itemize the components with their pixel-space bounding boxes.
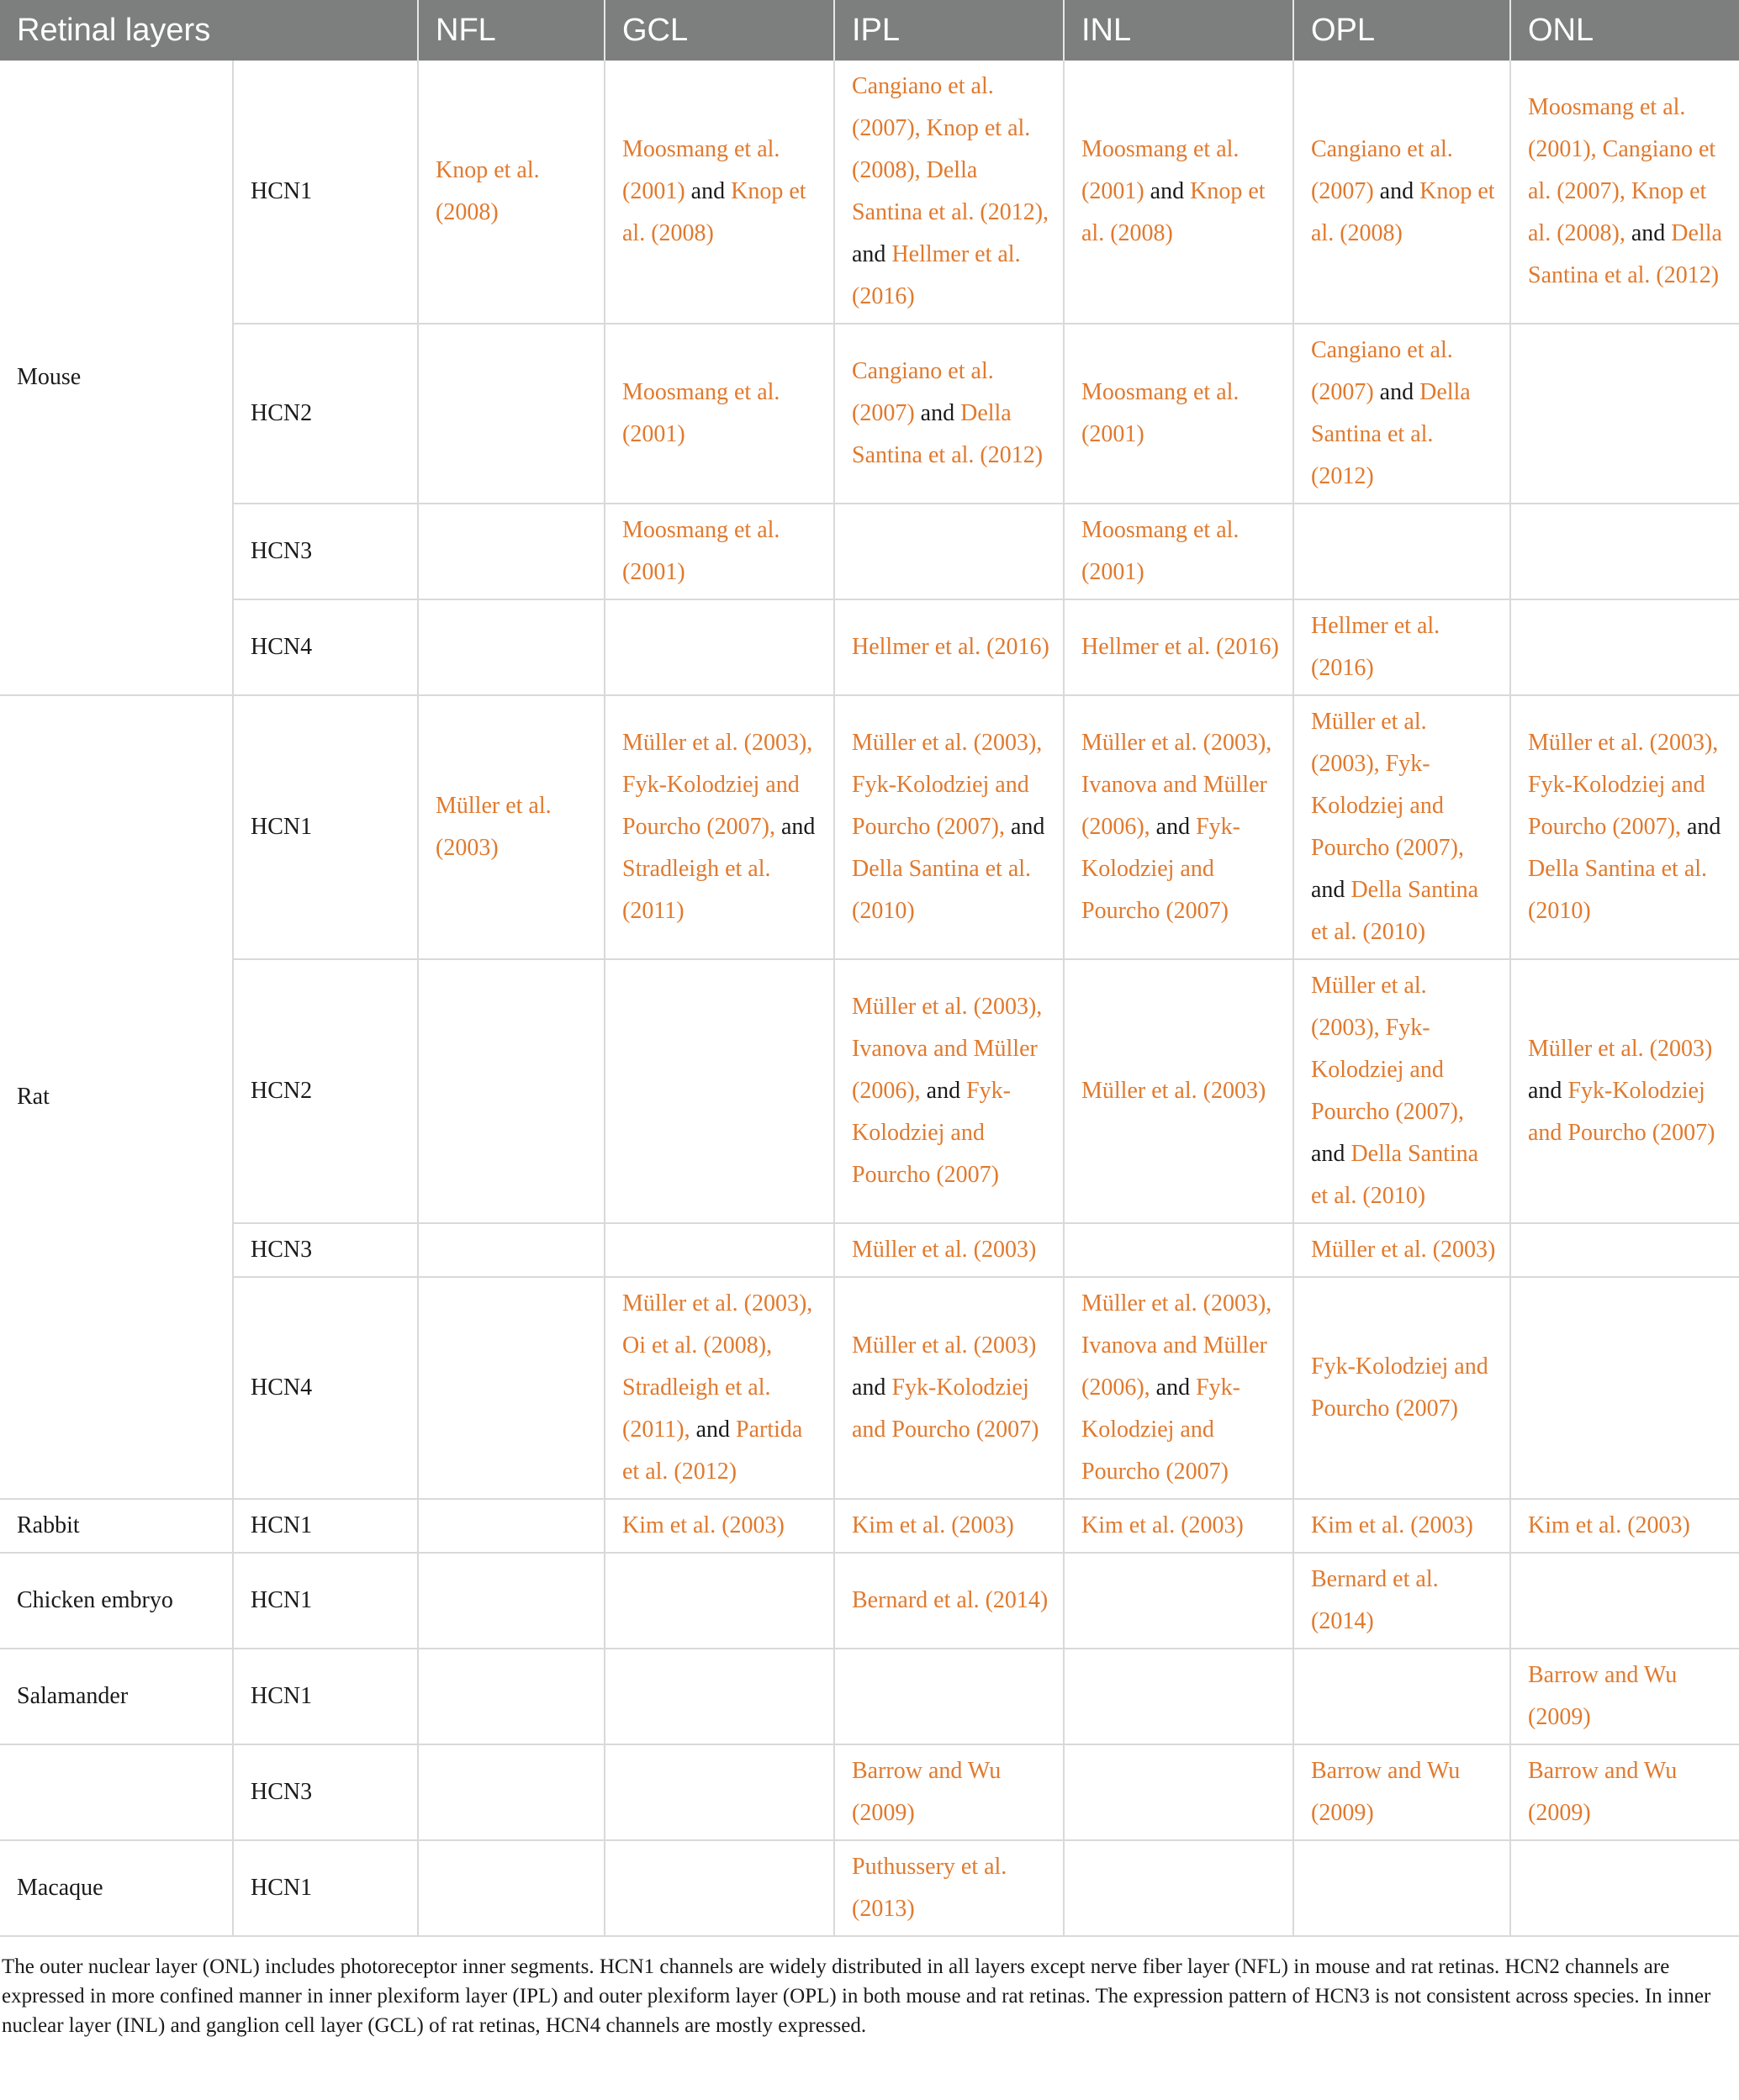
layer-cell-opl [1293, 324, 1510, 504]
citation-link[interactable]: Müller et al. (2003) [1081, 1078, 1266, 1104]
citation-link[interactable]: Cangiano et al. (2007) [1311, 136, 1453, 204]
citation-link[interactable]: Bernard et al. (2014) [1311, 1566, 1439, 1634]
table-row [0, 695, 1739, 959]
layer-cell-opl [1293, 1840, 1510, 1936]
connector-text: and [1144, 178, 1191, 204]
layer-cell-gcl [605, 959, 834, 1223]
citation-link[interactable]: Hellmer et al. (2016) [852, 241, 1021, 309]
layer-cell-inl [1064, 1553, 1293, 1649]
layer-cell-gcl [605, 324, 834, 504]
layer-cell-onl [1510, 1223, 1739, 1277]
connector-text: and [1155, 1374, 1197, 1401]
layer-cell-gcl [605, 695, 834, 959]
citation-link[interactable]: Fyk-Kolodziej and Pourcho (2007) [1528, 1078, 1715, 1146]
citation-link[interactable]: Moosmang et al. (2001) [622, 136, 780, 204]
layer-cell-onl [1510, 599, 1739, 695]
layer-cell-inl [1064, 1499, 1293, 1553]
channel-cell: HCN1 [233, 61, 418, 324]
table-row [0, 599, 1739, 695]
citation-link[interactable]: Müller et al. (2003) [436, 793, 552, 861]
table-row [0, 1277, 1739, 1499]
channel-cell: HCN2 [233, 959, 418, 1223]
channel-cell: HCN3 [233, 504, 418, 599]
layer-cell-ipl [834, 324, 1064, 504]
connector-text: and [684, 178, 732, 204]
layer-cell-ipl [834, 504, 1064, 599]
citation-link[interactable]: Bernard et al. (2014) [852, 1587, 1049, 1613]
connector-text: and [1528, 1078, 1568, 1104]
citation-link[interactable]: Moosmang et al. (2001), Cangiano et al. (2007), Knop et al. (2008), [1528, 94, 1716, 246]
channel-cell: HCN1 [233, 1553, 418, 1649]
citation-link[interactable]: Müller et al. (2003), Fyk-Kolodziej and Pourcho (2007), [852, 730, 1043, 840]
citation-link[interactable]: Müller et al. (2003), Fyk-Kolodziej and Pourcho (2007), [622, 730, 813, 840]
layer-cell-ipl [834, 959, 1064, 1223]
channel-cell: HCN1 [233, 1499, 418, 1553]
layer-cell-onl [1510, 695, 1739, 959]
citation-link[interactable]: Della Santina et al. (2010) [852, 856, 1032, 924]
layer-cell-ipl [834, 61, 1064, 324]
citation-link[interactable]: Moosmang et al. (2001) [622, 517, 780, 585]
connector-text: and [695, 1417, 737, 1443]
layer-cell-nfl [418, 1744, 605, 1840]
layer-cell-gcl [605, 61, 834, 324]
channel-cell: HCN1 [233, 1649, 418, 1744]
connector-text: and [926, 1078, 967, 1104]
citation-link[interactable]: Della Santina et al. (2012) [1528, 220, 1722, 288]
layer-cell-onl [1510, 1744, 1739, 1840]
species-cell: Rabbit [0, 1499, 233, 1553]
citation-link[interactable]: Kim et al. (2003) [1081, 1512, 1244, 1538]
layer-cell-inl [1064, 1744, 1293, 1840]
citation-link[interactable]: Barrow and Wu (2009) [852, 1758, 1002, 1826]
layer-cell-nfl [418, 959, 605, 1223]
channel-cell: HCN1 [233, 1840, 418, 1936]
layer-cell-onl [1510, 1553, 1739, 1649]
citation-link[interactable]: Cangiano et al. (2007), Knop et al. (2008), Della Santina et al. (2012), [852, 73, 1049, 225]
citation-link[interactable]: Müller et al. (2003), Ivanova and Müller (2006), [852, 994, 1043, 1104]
layer-cell-nfl [418, 599, 605, 695]
layer-cell-inl [1064, 1649, 1293, 1744]
citation-link[interactable]: Müller et al. (2003), Oi et al. (2008), Stradleigh et al. (2011), [622, 1290, 813, 1443]
layer-cell-ipl [834, 1553, 1064, 1649]
layer-cell-opl [1293, 61, 1510, 324]
layer-cell-ipl [834, 1277, 1064, 1499]
layer-cell-nfl [418, 504, 605, 599]
citation-link[interactable]: Fyk-Kolodziej and Pourcho (2007) [852, 1078, 1011, 1188]
citation-link[interactable]: Moosmang et al. (2001) [1081, 517, 1240, 585]
citation-link[interactable]: Moosmang et al. (2001) [1081, 136, 1240, 204]
layer-cell-opl [1293, 1223, 1510, 1277]
species-cell: Rat [0, 695, 233, 1499]
layer-cell-ipl [834, 1744, 1064, 1840]
layer-cell-inl [1064, 1223, 1293, 1277]
citation-link[interactable]: Knop et al. (2008) [1081, 178, 1266, 246]
citation-link[interactable]: Knop et al. (2008) [1311, 178, 1495, 246]
layer-cell-opl [1293, 1499, 1510, 1553]
connector-text: and [1311, 877, 1351, 903]
citation-link[interactable]: Müller et al. (2003), Fyk-Kolodziej and Pourcho (2007), [1311, 709, 1464, 861]
connector-text: and [852, 241, 892, 267]
layer-cell-ipl [834, 1223, 1064, 1277]
citation-link[interactable]: Knop et al. (2008) [436, 157, 540, 225]
citation-link[interactable]: Kim et al. (2003) [622, 1512, 785, 1538]
citation-link[interactable]: Fyk-Kolodziej and Pourcho (2007) [1311, 1353, 1488, 1422]
table-row [0, 959, 1739, 1223]
citation-link[interactable]: Fyk-Kolodziej and Pourcho (2007) [1081, 814, 1240, 924]
layer-cell-opl [1293, 1649, 1510, 1744]
citation-link[interactable]: Hellmer et al. (2016) [1311, 613, 1440, 681]
layer-cell-nfl [418, 1553, 605, 1649]
citation-link[interactable]: Müller et al. (2003) [852, 1332, 1037, 1359]
layer-cell-inl [1064, 61, 1293, 324]
citation-link[interactable]: Della Santina et al. (2010) [1311, 877, 1479, 945]
channel-cell: HCN1 [233, 695, 418, 959]
connector-text: and [1631, 220, 1672, 246]
species-cell: Macaque [0, 1840, 233, 1936]
channel-cell: HCN4 [233, 1277, 418, 1499]
header-nfl: NFL [418, 0, 605, 61]
layer-cell-nfl [418, 1499, 605, 1553]
layer-cell-gcl [605, 504, 834, 599]
layer-cell-onl [1510, 1649, 1739, 1744]
citation-link[interactable]: Della Santina et al. (2012) [1311, 379, 1471, 489]
citation-link[interactable]: Moosmang et al. (2001) [1081, 379, 1240, 447]
layer-cell-opl [1293, 695, 1510, 959]
layer-cell-onl [1510, 504, 1739, 599]
layer-cell-inl [1064, 504, 1293, 599]
connector-text: and [1155, 814, 1197, 840]
layer-cell-nfl [418, 695, 605, 959]
citation-link[interactable]: Hellmer et al. (2016) [852, 634, 1049, 660]
citation-link[interactable]: Della Santina et al. (2010) [1311, 1141, 1479, 1209]
connector-text: and [914, 400, 961, 426]
layer-cell-opl [1293, 1277, 1510, 1499]
table-row [0, 504, 1739, 599]
layer-cell-onl [1510, 1499, 1739, 1553]
connector-text: and [1010, 814, 1045, 840]
citation-link[interactable]: Della Santina et al. (2012) [852, 400, 1044, 468]
channel-cell: HCN3 [233, 1744, 418, 1840]
citation-link[interactable]: Barrow and Wu (2009) [1311, 1758, 1461, 1826]
connector-text: and [1373, 379, 1420, 405]
layer-cell-gcl [605, 1553, 834, 1649]
citation-link[interactable]: Müller et al. (2003) [1528, 1036, 1713, 1062]
citation-link[interactable]: Hellmer et al. (2016) [1081, 634, 1279, 660]
citation-link[interactable]: Fyk-Kolodziej and Pourcho (2007) [852, 1374, 1039, 1443]
layer-cell-nfl [418, 61, 605, 324]
layer-cell-gcl [605, 1649, 834, 1744]
citation-link[interactable]: Barrow and Wu (2009) [1528, 1662, 1678, 1730]
layer-cell-opl [1293, 1744, 1510, 1840]
citation-link[interactable]: Müller et al. (2003), Fyk-Kolodziej and Pourcho (2007), [1528, 730, 1719, 840]
layer-cell-nfl [418, 1223, 605, 1277]
table-row [0, 1649, 1739, 1744]
citation-link[interactable]: Kim et al. (2003) [1528, 1512, 1690, 1538]
layer-cell-gcl [605, 1744, 834, 1840]
layer-cell-ipl [834, 599, 1064, 695]
citation-link[interactable]: Stradleigh et al. (2011) [622, 856, 771, 924]
table-row [0, 1553, 1739, 1649]
header-opl: OPL [1293, 0, 1510, 61]
layer-cell-ipl [834, 695, 1064, 959]
citation-link[interactable]: Moosmang et al. (2001) [622, 379, 780, 447]
citation-link[interactable]: Della Santina et al. (2010) [1528, 856, 1708, 924]
layer-cell-gcl [605, 1840, 834, 1936]
layer-cell-gcl [605, 1499, 834, 1553]
table-footnote: The outer nuclear layer (ONL) includes photoreceptor inner segments. HCN1 channels are widely distributed in all layers except nerve fiber layer (NFL) in mouse and rat retinas. HCN2 channels are expressed in more confined manner in inner plexiform layer (IPL) and outer plexiform layer (OPL) in both mouse and rat retinas. The expression pattern of HCN3 is not consistent across species. In inner nuclear layer (INL) and ganglion cell layer (GCL) of rat retinas, HCN4 channels are mostly expressed. [2, 1955, 1711, 2037]
table-body [0, 61, 1739, 1936]
table-row [0, 1499, 1739, 1553]
citation-link[interactable]: Kim et al. (2003) [852, 1512, 1014, 1538]
layer-cell-ipl [834, 1649, 1064, 1744]
table-header [0, 0, 1739, 61]
layer-cell-nfl [418, 1840, 605, 1936]
layer-cell-opl [1293, 1553, 1510, 1649]
header-row [0, 0, 1739, 61]
table-row [0, 1223, 1739, 1277]
connector-text: and [1686, 814, 1721, 840]
citation-link[interactable]: Fyk-Kolodziej and Pourcho (2007) [1081, 1374, 1240, 1485]
citation-link[interactable]: Kim et al. (2003) [1311, 1512, 1473, 1538]
layer-cell-inl [1064, 1840, 1293, 1936]
citation-link[interactable]: Barrow and Wu (2009) [1528, 1758, 1678, 1826]
connector-text: and [780, 814, 816, 840]
citation-link[interactable]: Müller et al. (2003), Ivanova and Müller (2006), [1081, 730, 1272, 840]
table-row [0, 324, 1739, 504]
layer-cell-inl [1064, 959, 1293, 1223]
layer-cell-gcl [605, 599, 834, 695]
citation-link[interactable]: Knop et al. (2008) [622, 178, 806, 246]
species-cell: Chicken embryo [0, 1553, 233, 1649]
citation-link[interactable]: Müller et al. (2003) [1311, 1237, 1496, 1263]
table-row [0, 1840, 1739, 1936]
citation-link[interactable]: Cangiano et al. (2007) [1311, 337, 1453, 405]
species-cell: Salamander [0, 1649, 233, 1744]
channel-cell: HCN4 [233, 599, 418, 695]
citation-link[interactable]: Partida et al. (2012) [622, 1417, 803, 1485]
table-row [0, 61, 1739, 324]
layer-cell-inl [1064, 1277, 1293, 1499]
layer-cell-inl [1064, 599, 1293, 695]
layer-cell-gcl [605, 1277, 834, 1499]
table-row [0, 1744, 1739, 1840]
header-inl: INL [1064, 0, 1293, 61]
layer-cell-onl [1510, 324, 1739, 504]
header-ipl: IPL [834, 0, 1064, 61]
layer-cell-gcl [605, 1223, 834, 1277]
connector-text: and [1373, 178, 1420, 204]
layer-cell-nfl [418, 1649, 605, 1744]
citation-link[interactable]: Müller et al. (2003), Fyk-Kolodziej and Pourcho (2007), [1311, 973, 1464, 1125]
citation-link[interactable]: Puthussery et al. (2013) [852, 1854, 1007, 1922]
header-gcl: GCL [605, 0, 834, 61]
connector-text: and [1311, 1141, 1351, 1167]
layer-cell-onl [1510, 1840, 1739, 1936]
species-cell: Mouse [0, 61, 233, 695]
layer-cell-onl [1510, 61, 1739, 324]
layer-cell-nfl [418, 1277, 605, 1499]
layer-cell-opl [1293, 504, 1510, 599]
channel-cell: HCN3 [233, 1223, 418, 1277]
citation-link[interactable]: Müller et al. (2003), Ivanova and Müller (2006), [1081, 1290, 1272, 1401]
layer-cell-nfl [418, 324, 605, 504]
connector-text: and [852, 1374, 892, 1401]
citation-link[interactable]: Cangiano et al. (2007) [852, 358, 994, 426]
citation-link[interactable]: Müller et al. (2003) [852, 1237, 1037, 1263]
layer-cell-inl [1064, 695, 1293, 959]
layer-cell-ipl [834, 1499, 1064, 1553]
layer-cell-opl [1293, 599, 1510, 695]
channel-cell: HCN2 [233, 324, 418, 504]
header-onl: ONL [1510, 0, 1739, 61]
layer-cell-opl [1293, 959, 1510, 1223]
layer-cell-onl [1510, 959, 1739, 1223]
species-cell [0, 1744, 233, 1840]
header-retinal-layers: Retinal layers [0, 0, 418, 61]
layer-cell-inl [1064, 324, 1293, 504]
layer-cell-ipl [834, 1840, 1064, 1936]
layer-cell-onl [1510, 1277, 1739, 1499]
